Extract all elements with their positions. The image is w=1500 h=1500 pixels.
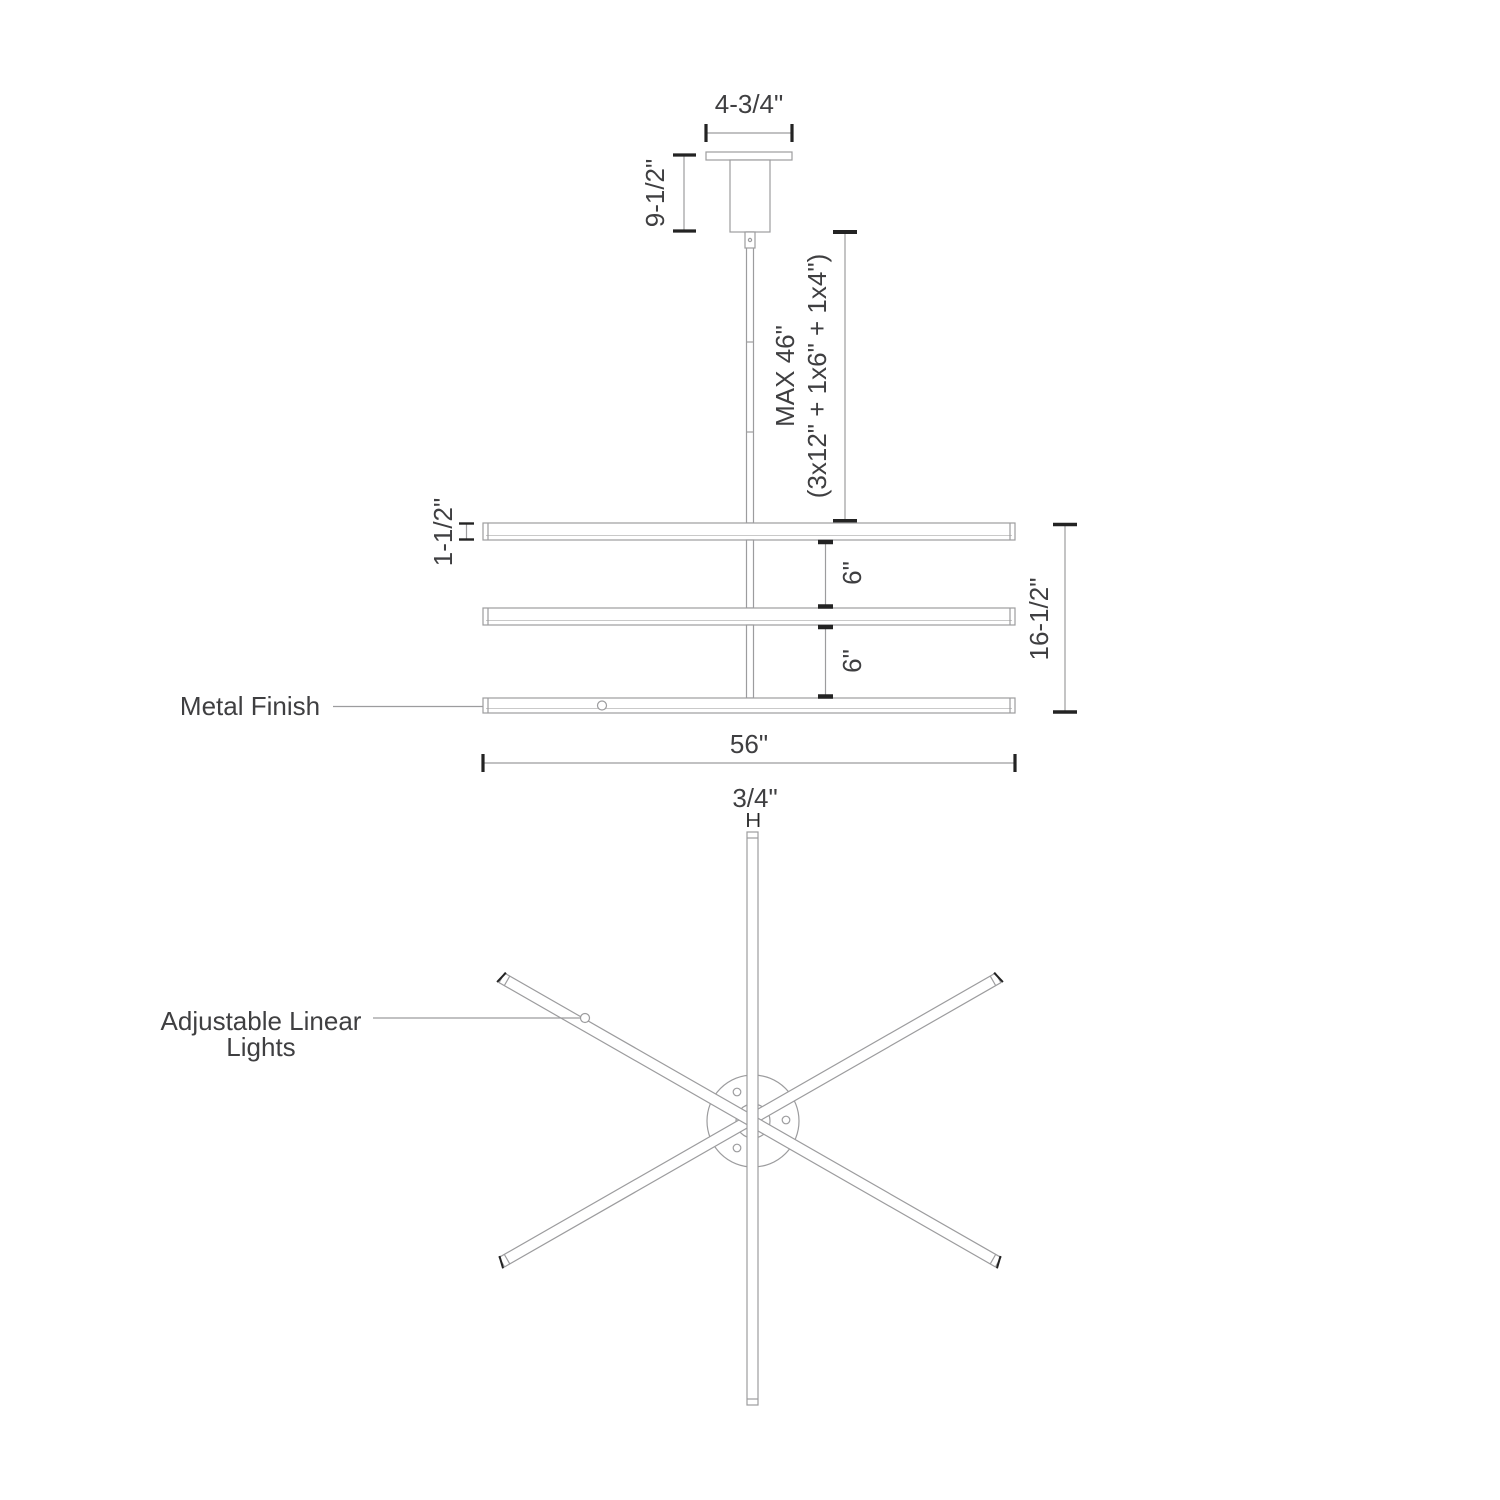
plan-bar-vertical	[747, 832, 758, 1405]
adjustable-lights-label-line1: Adjustable Linear	[160, 1006, 362, 1036]
bar-body	[747, 832, 758, 1405]
bar-body	[483, 698, 1015, 713]
rod-segment	[747, 540, 754, 608]
dim-canopy-width-label: 4-3/4"	[714, 89, 784, 119]
plan-view	[161, 783, 1004, 1405]
bar-body	[483, 523, 1015, 540]
side-elevation-view	[180, 89, 1077, 772]
dim-canopy-width	[706, 89, 792, 142]
dim-stack-height	[1024, 525, 1077, 713]
rod-segment	[747, 625, 754, 698]
metal-finish-label: Metal Finish	[179, 691, 321, 721]
dim-rod-breakdown-label: (3x12" + 1x6" + 1x4")	[802, 253, 832, 499]
dim-rod-max-label: MAX 46"	[770, 325, 800, 427]
linear-bar-middle	[483, 608, 1015, 625]
dim-bar-width	[732, 783, 777, 827]
linear-bar-bottom	[483, 698, 1015, 713]
dim-rod-max-length	[770, 232, 857, 521]
dim-bar-width-label: 3/4"	[732, 783, 778, 813]
canopy-cylinder	[730, 160, 770, 232]
adjustable-lights-callout	[161, 1006, 590, 1062]
dim-canopy-height-label: 9-1/2"	[640, 158, 670, 228]
dim-fixture-width-label: 56"	[729, 729, 769, 759]
canopy-plate	[706, 152, 792, 160]
bar-screw	[598, 701, 607, 710]
dim-stack-height-label: 16-1/2"	[1024, 577, 1054, 661]
adjustable-lights-label-line2: Lights	[226, 1032, 296, 1062]
dim-gap-top-label: 6"	[837, 561, 867, 585]
dim-gap-bottom	[818, 627, 867, 697]
dim-fixture-width	[483, 729, 1015, 772]
dim-gap-bottom-label: 6"	[837, 649, 867, 673]
dim-canopy-height	[640, 155, 696, 231]
linear-bar-top	[483, 523, 1015, 540]
dim-bar-thickness	[428, 498, 474, 567]
bar-body	[483, 608, 1015, 625]
dim-gap-top	[818, 542, 867, 607]
hanging-rod	[747, 232, 754, 523]
metal-finish-callout	[180, 691, 483, 721]
rod-connector	[745, 232, 755, 248]
bar-screw	[581, 1014, 590, 1023]
dim-bar-thickness-label: 1-1/2"	[428, 497, 458, 567]
